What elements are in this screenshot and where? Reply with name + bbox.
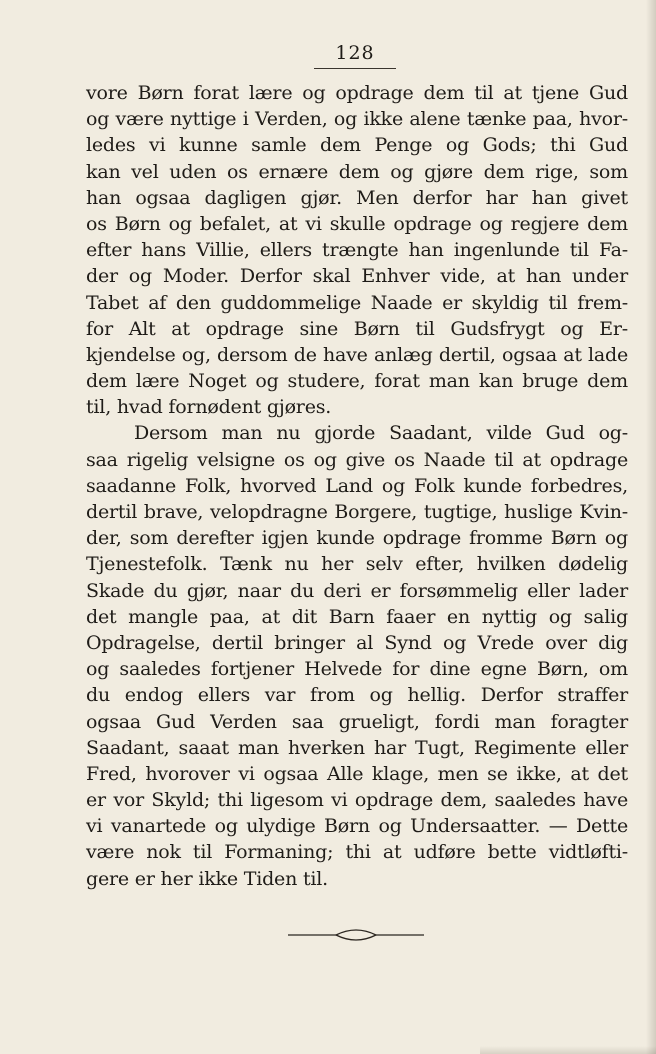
page-bottom-shadow <box>480 1046 656 1054</box>
text-line: saa rigelig velsigne os og give os Naade til at opdrage <box>86 448 628 471</box>
text-line: Tjenestefolk. Tænk nu her selv efter, hvilken dødelig <box>86 553 628 576</box>
page-number-rule <box>314 68 396 69</box>
text-line: du endog ellers var from og hellig. Derfor straffer <box>86 684 628 707</box>
text-line: Saadant, saaat man hverken har Tugt, Regimente eller <box>86 736 628 759</box>
text-line: os Børn og befalet, at vi skulle opdrage og regjere dem <box>86 212 628 235</box>
text-line: gere er her ikke Tiden til. <box>86 867 328 890</box>
text-line: og være nyttige i Verden, og ikke alene tænke paa, hvor- <box>86 108 628 131</box>
text-line: der og Moder. Derfor skal Enhver vide, at han under <box>86 265 628 288</box>
text-line: efter hans Villie, ellers trængte han ingenlunde til Fa- <box>86 239 628 262</box>
text-line: vore Børn forat lære og opdrage dem til at tjene Gud <box>86 82 628 104</box>
body-text <box>86 80 628 892</box>
text-line: der, som derefter igjen kunde opdrage fromme Børn og <box>86 527 628 550</box>
text-line: til, hvad fornødent gjøres. <box>86 396 332 419</box>
text-line: Dersom man nu gjorde Saadant, vilde Gud og- <box>134 422 628 445</box>
text-line: dem lære Noget og studere, forat man kan bruge dem <box>86 370 628 393</box>
text-line: Opdragelse, dertil bringer al Synd og Vrede over dig <box>86 631 628 654</box>
text-line: ledes vi kunne samle dem Penge og Gods; thi Gud <box>86 134 628 157</box>
text-line: det mangle paa, at dit Barn faaer en nyttig og salig <box>86 605 628 628</box>
page-number: 128 <box>335 42 375 64</box>
paragraph-2 <box>86 420 628 891</box>
text-line: og saaledes fortjener Helvede for dine egne Børn, om <box>86 658 628 681</box>
text-line: ogsaa Gud Verden saa grueligt, fordi man foragter <box>86 710 628 733</box>
text-line: Fred, hvorover vi ogsaa Alle klage, men se ikke, at det <box>86 762 628 785</box>
text-line: dertil brave, velopdragne Borgere, tugtige, huslige Kvin- <box>86 501 628 523</box>
text-line: han ogsaa dagligen gjør. Men derfor har han givet <box>86 186 628 209</box>
text-line: kan vel uden os ernære dem og gjøre dem rige, som <box>86 160 628 183</box>
text-line: Tabet af den guddommelige Naade er skyldig til frem- <box>86 291 628 314</box>
text-line: for Alt at opdrage sine Børn til Gudsfrygt og Er- <box>86 317 628 340</box>
text-line: saadanne Folk, hvorved Land og Folk kunde forbedres, <box>86 474 628 497</box>
end-ornament-icon <box>288 924 424 946</box>
paragraph-1 <box>86 80 628 420</box>
text-line: kjendelse og, dersom de have anlæg dertil, ogsaa at lade <box>86 343 628 366</box>
text-line: være nok til Formaning; thi at udføre bette vidtløfti- <box>86 841 628 864</box>
page-header <box>314 42 396 69</box>
text-line: Skade du gjør, naar du deri er forsømmelig eller lader <box>86 579 628 602</box>
text-line: er vor Skyld; thi ligesom vi opdrage dem, saaledes have <box>86 789 628 812</box>
text-line: vi vanartede og ulydige Børn og Undersaatter. — Dette <box>86 815 628 838</box>
page-edge-shadow <box>646 0 656 1054</box>
